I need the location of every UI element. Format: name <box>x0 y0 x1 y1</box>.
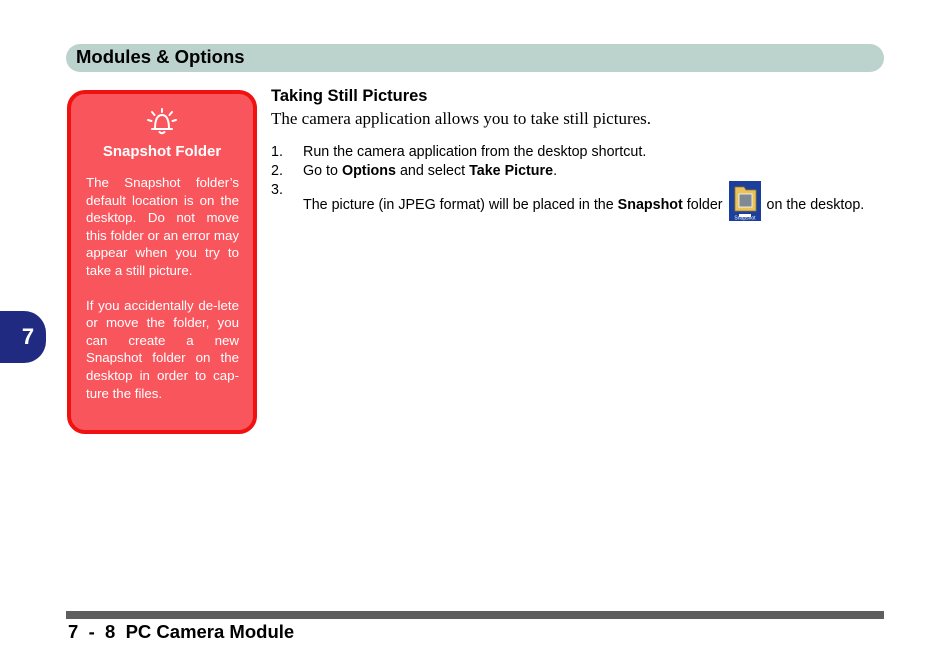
step-text: Run the camera application from the desktop shortcut. <box>303 144 647 160</box>
step-text: and select <box>395 163 470 179</box>
step-text: The picture (in JPEG format) will be placed in the <box>303 197 618 213</box>
take-picture-label: Take Picture <box>469 163 554 179</box>
step-text: folder <box>682 197 727 213</box>
header-bar <box>66 44 884 72</box>
chapter-tab: 7 <box>0 311 46 363</box>
note-title: Snapshot Folder <box>102 143 222 160</box>
alarm-bell-icon <box>145 108 179 136</box>
options-menu-label: Options <box>341 163 396 179</box>
step-number: 2. <box>271 163 283 179</box>
svg-text:Snapshot: Snapshot <box>733 215 756 221</box>
note-body <box>86 174 239 419</box>
step-text: . <box>553 163 558 179</box>
header-title: Modules & Options <box>76 46 245 67</box>
list-item <box>271 143 871 162</box>
section-title: Taking Still Pictures <box>271 87 428 105</box>
footer-bar <box>66 611 884 619</box>
step-number: 1. <box>271 144 283 160</box>
step-number: 3. <box>271 182 283 198</box>
footer-text: 7 - 8 PC Camera Module <box>68 621 295 642</box>
note-paragraph: If you accidentally de-lete or move the folder, you can create a new Snapshot folder on the desktop in order to cap-ture the files. <box>86 297 239 401</box>
list-item <box>271 181 871 221</box>
list-item <box>271 162 871 181</box>
step-text: Go to <box>303 163 342 179</box>
snapshot-folder-icon <box>729 181 761 221</box>
step-text: on the desktop. <box>762 197 865 213</box>
steps-list <box>271 143 871 221</box>
snapshot-label: Snapshot <box>617 197 683 213</box>
note-paragraph: The Snapshot folder’s default location is on the desktop. Do not move this folder or an error may appear when you try to take a still picture. <box>86 175 239 278</box>
note-box <box>67 90 257 434</box>
intro-text: The camera application allows you to take still pictures. <box>271 109 652 128</box>
